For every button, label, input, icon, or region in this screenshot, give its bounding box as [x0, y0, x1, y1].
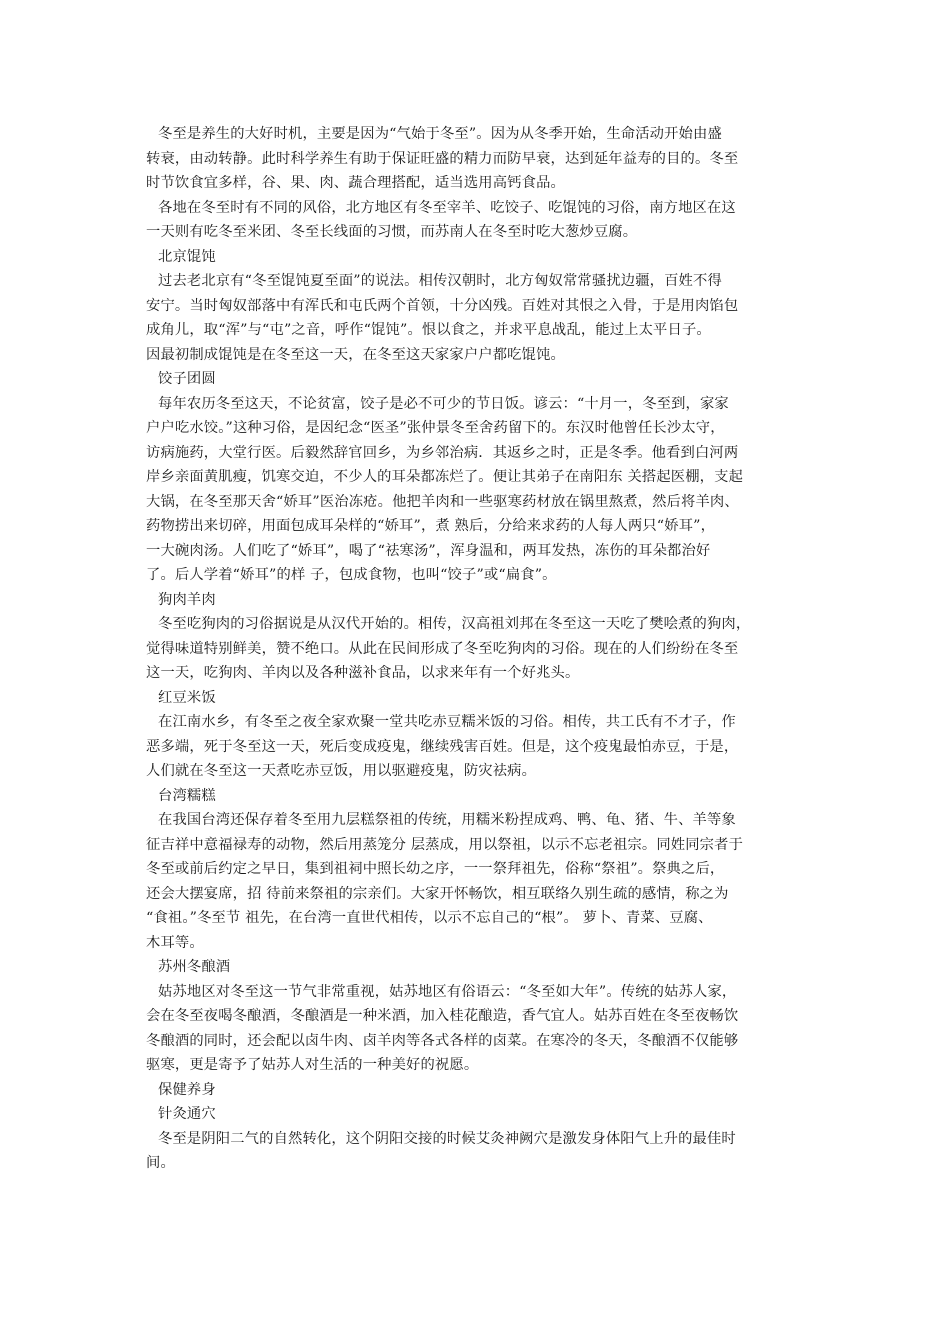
text-line: 冬至是阴阳二气的自然转化，这个阴阳交接的时候艾灸神阙穴是激发身体阳气上升的最佳时 [158, 1130, 736, 1147]
text-line: 苏州冬酿酒 [158, 959, 231, 975]
text-line: 会在冬至夜喝冬酿酒，冬酿酒是一种米酒，加入桂花酿造，香气宜人。姑苏百姓在冬至夜畅饮 [146, 1008, 739, 1024]
text-line: 北京馄饨 [158, 248, 216, 265]
text-line: 过去老北京有“冬至馄饨夏至面”的说法。相传汉朝时，北方匈奴常常骚扰边疆，百姓不得 [158, 273, 722, 289]
text-line: 时节饮食宜多样，谷、果、肉、蔬合理搭配，适当选用高钙食品。 [146, 175, 565, 191]
text-line: 间。 [146, 1155, 175, 1171]
text-line: 针灸通穴 [158, 1106, 216, 1122]
text-line: 冬酿酒的同时，还会配以卤牛肉、卤羊肉等各式各样的卤菜。在寒冷的冬天，冬酿酒不仅能够 [146, 1032, 739, 1049]
text-line: 觉得味道特别鲜美，赞不绝口。从此在民间形成了冬至吃狗肉的习俗。现在的人们纷纷在冬至 [146, 640, 739, 657]
text-line: 红豆米饭 [158, 689, 216, 706]
text-line: 因最初制成馄饨是在冬至这一天，在冬至这天家家户户都吃馄饨。 [146, 346, 565, 363]
text-line: 饺子团圆 [158, 371, 216, 387]
text-line: 岸乡亲面黄肌瘦，饥寒交迫，不少人的耳朵都冻烂了。便让其弟子在南阳东 关搭起医棚，支起 [146, 469, 744, 485]
text-line: 还会大摆宴席，招 待前来祭祖的宗亲们。大家开怀畅饮，相互联络久别生疏的感情，称之为 [146, 885, 729, 902]
text-line: 访病施药，大堂行医。后毅然辞官回乡，为乡邻治病．其返乡之时，正是冬季。他看到白河两 [146, 444, 739, 461]
text-line: 冬至吃狗肉的习俗据说是从汉代开始的。相传，汉高祖刘邦在冬至这一天吃了樊哙煮的狗肉， [158, 616, 751, 632]
text-line: 了。后人学着“娇耳”的样 子，包成食物，也叫“饺子”或“扁食”。 [146, 567, 557, 583]
text-line: 狗肉羊肉 [158, 591, 216, 608]
text-line: 一天则有吃冬至米团、冬至长线面的习惯，而苏南人在冬至时吃大葱炒豆腐。 [146, 224, 638, 240]
text-line: 在我国台湾还保存着冬至用九层糕祭祖的传统，用糯米粉捏成鸡、鸭、龟、猪、牛、羊等象 [158, 812, 736, 828]
text-line: 保健养身 [158, 1081, 216, 1098]
text-line: 在江南水乡，有冬至之夜全家欢聚一堂共吃赤豆糯米饭的习俗。相传，共工氏有不才子，作 [158, 714, 736, 730]
text-line: 这一天，吃狗肉、羊肉以及各种滋补食品，以求来年有一个好兆头。 [146, 665, 580, 681]
text-line: 户户吃水饺。”这种习俗，是因纪念“医圣”张仲景冬至舍药留下的。东汉时他曾任长沙太守， [146, 420, 725, 436]
text-line: 恶多端，死于冬至这一天，死后变成疫鬼，继续残害百姓。但是，这个疫鬼最怕赤豆，于是， [146, 738, 739, 755]
text-line: 冬至或前后约定之早日，集到祖祠中照长幼之序，一一祭拜祖先，俗称“祭祖”。祭典之后， [146, 861, 725, 877]
text-line: 冬至是养生的大好时机，主要是因为“气始于冬至”。因为从冬季开始，生命活动开始由盛 [158, 126, 722, 142]
text-line: 安宁。当时匈奴部落中有浑氏和屯氏两个首领，十分凶残。百姓对其恨之入骨，于是用肉馅包 [146, 297, 739, 314]
text-line: 转衰，由动转静。此时科学养生有助于保证旺盛的精力而防早衰，达到延年益寿的目的。冬至 [146, 150, 739, 167]
text-line: 一大碗肉汤。人们吃了“娇耳”，喝了“祛寒汤”，浑身温和，两耳发热，冻伤的耳朵都治好 [146, 542, 711, 559]
text-line: 台湾糯糕 [158, 787, 216, 804]
text-line: 各地在冬至时有不同的风俗，北方地区有冬至宰羊、吃饺子、吃馄饨的习俗，南方地区在这 [158, 199, 736, 216]
text-line: 大锅，在冬至那天舍“娇耳”医治冻疮。他把羊肉和一些驱寒药材放在锅里熬煮，然后将羊肉、 [146, 493, 739, 510]
text-line: 药物捞出来切碎，用面包成耳朵样的“娇耳”，煮 熟后，分给来求药的人每人两只“娇耳”， [146, 518, 716, 534]
text-line: 木耳等。 [146, 934, 204, 951]
text-line: 每年农历冬至这天，不论贫富，饺子是必不可少的节日饭。谚云：“十月一，冬至到，家家 [158, 395, 729, 412]
text-line: 人们就在冬至这一天煮吃赤豆饭，用以驱避疫鬼，防灾祛病。 [146, 763, 537, 779]
text-line: 姑苏地区对冬至这一节气非常重视，姑苏地区有俗语云：“冬至如大年”。传统的姑苏人家， [158, 983, 737, 1000]
text-line: “食祖。”冬至节 祖先，在台湾一直世代相传，以示不忘自己的“根”。 萝卜、青菜、豆腐、 [146, 910, 713, 926]
text-line: 驱寒，更是寄予了姑苏人对生活的一种美好的祝愿。 [146, 1057, 479, 1073]
text-line: 征吉祥中意福禄寿的动物，然后用蒸笼分 层蒸成，用以祭祖，以示不忘老祖宗。同姓同宗者于 [146, 836, 744, 853]
document-body [146, 122, 818, 1176]
text-line: 成角儿，取“浑”与“屯”之音，呼作“馄饨”。恨以食之，并求平息战乱，能过上太平日子。 [146, 322, 711, 338]
